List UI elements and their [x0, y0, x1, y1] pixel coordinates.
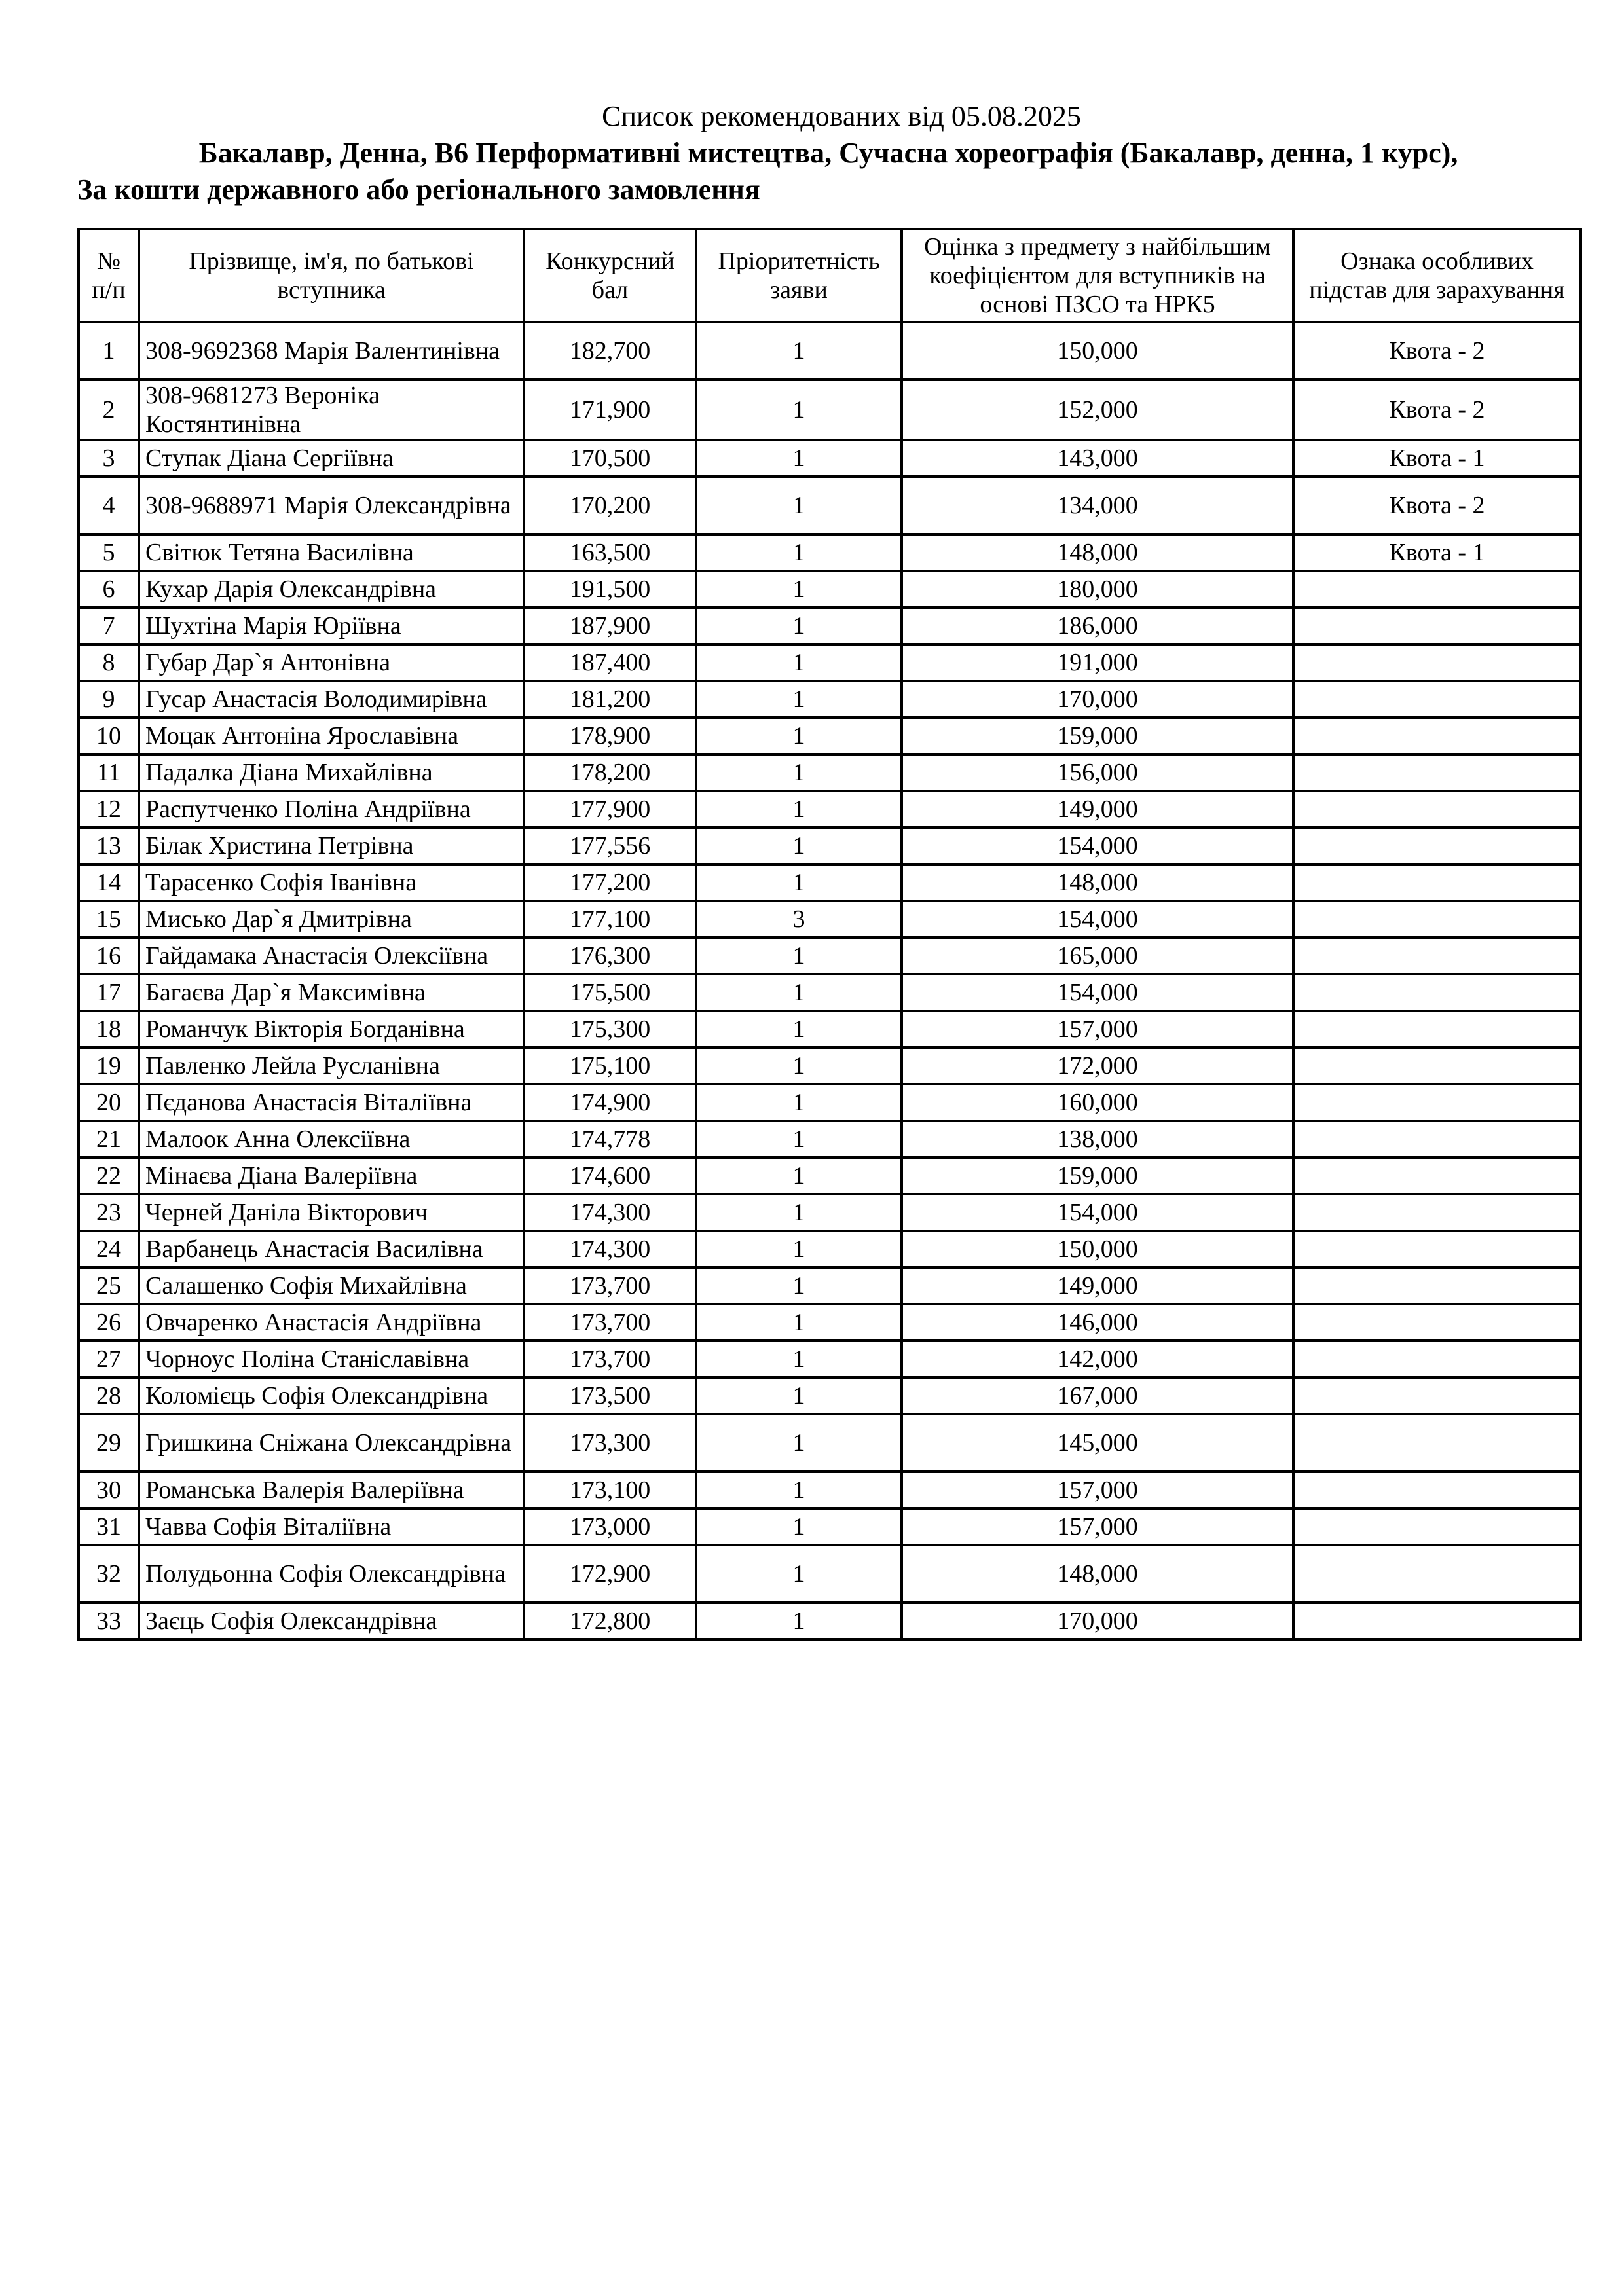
subject-score-cell: 154,000 [902, 828, 1293, 864]
row-number-cell: 4 [79, 477, 139, 534]
competitive-score-cell: 173,500 [524, 1377, 696, 1414]
subject-score-cell: 157,000 [902, 1472, 1293, 1508]
column-header-score: Конкурсний бал [524, 229, 696, 322]
application-priority-cell: 1 [696, 534, 902, 571]
row-number-cell: 15 [79, 901, 139, 938]
special-grounds-cell [1293, 1508, 1581, 1545]
application-priority-cell: 1 [696, 791, 902, 828]
applicant-name-cell: Коломієць Софія Олександрівна [139, 1377, 524, 1414]
special-grounds-cell [1293, 681, 1581, 718]
subject-score-cell: 150,000 [902, 1231, 1293, 1267]
subject-score-cell: 154,000 [902, 901, 1293, 938]
applicant-name-cell: Романчук Вікторія Богданівна [139, 1011, 524, 1048]
table-row [79, 1414, 1581, 1472]
special-grounds-cell [1293, 1377, 1581, 1414]
table-body [79, 322, 1581, 1639]
row-number-cell: 19 [79, 1048, 139, 1084]
table-row [79, 1267, 1581, 1304]
row-number-cell: 11 [79, 754, 139, 791]
competitive-score-cell: 171,900 [524, 380, 696, 440]
table-row [79, 644, 1581, 681]
application-priority-cell: 1 [696, 1508, 902, 1545]
applicant-name-cell: Гусар Анастасія Володимирівна [139, 681, 524, 718]
competitive-score-cell: 173,000 [524, 1508, 696, 1545]
table-row [79, 754, 1581, 791]
applicant-name-cell: Мисько Дар`я Дмитрівна [139, 901, 524, 938]
applicant-name-cell: Білак Христина Петрівна [139, 828, 524, 864]
subject-score-cell: 165,000 [902, 938, 1293, 974]
row-number-cell: 30 [79, 1472, 139, 1508]
row-number-cell: 13 [79, 828, 139, 864]
special-grounds-cell [1293, 864, 1581, 901]
row-number-cell: 23 [79, 1194, 139, 1231]
special-grounds-cell [1293, 1194, 1581, 1231]
applicant-name-cell: Тарасенко Софія Іванівна [139, 864, 524, 901]
row-number-cell: 27 [79, 1341, 139, 1377]
application-priority-cell: 1 [696, 754, 902, 791]
column-header-priority: Пріоритетність заяви [696, 229, 902, 322]
subject-score-cell: 143,000 [902, 440, 1293, 477]
table-row [79, 1157, 1581, 1194]
application-priority-cell: 1 [696, 1341, 902, 1377]
row-number-cell: 26 [79, 1304, 139, 1341]
subject-score-cell: 170,000 [902, 681, 1293, 718]
competitive-score-cell: 187,900 [524, 608, 696, 644]
program-title: Бакалавр, Денна, B6 Перформативні мистецтва, Сучасна хореографія (Бакалавр, денна, 1 курс), [198, 137, 1458, 169]
row-number-cell: 17 [79, 974, 139, 1011]
special-grounds-cell [1293, 1603, 1581, 1639]
competitive-score-cell: 187,400 [524, 644, 696, 681]
application-priority-cell: 1 [696, 1084, 902, 1121]
table-row [79, 974, 1581, 1011]
row-number-cell: 33 [79, 1603, 139, 1639]
competitive-score-cell: 173,300 [524, 1414, 696, 1472]
competitive-score-cell: 177,556 [524, 828, 696, 864]
table-row [79, 1508, 1581, 1545]
competitive-score-cell: 173,700 [524, 1341, 696, 1377]
row-number-cell: 25 [79, 1267, 139, 1304]
subject-score-cell: 149,000 [902, 791, 1293, 828]
row-number-cell: 6 [79, 571, 139, 608]
applicant-name-cell: 308-9692368 Марія Валентинівна [139, 322, 524, 380]
competitive-score-cell: 175,500 [524, 974, 696, 1011]
competitive-score-cell: 182,700 [524, 322, 696, 380]
applicant-name-cell: Павленко Лейла Русланівна [139, 1048, 524, 1084]
special-grounds-cell [1293, 608, 1581, 644]
column-header-subject-score: Оцінка з предмету з найбільшим коефіцієнтом для вступників на основі ПЗСО та НРК5 [902, 229, 1293, 322]
competitive-score-cell: 191,500 [524, 571, 696, 608]
table-row [79, 1304, 1581, 1341]
row-number-cell: 22 [79, 1157, 139, 1194]
special-grounds-cell [1293, 828, 1581, 864]
application-priority-cell: 1 [696, 1267, 902, 1304]
competitive-score-cell: 175,100 [524, 1048, 696, 1084]
subject-score-cell: 159,000 [902, 1157, 1293, 1194]
applicant-name-cell: Кухар Дарія Олександрівна [139, 571, 524, 608]
row-number-cell: 28 [79, 1377, 139, 1414]
application-priority-cell: 1 [696, 1121, 902, 1157]
special-grounds-cell [1293, 1304, 1581, 1341]
document-header [77, 98, 1579, 208]
table-row [79, 938, 1581, 974]
subject-score-cell: 170,000 [902, 1603, 1293, 1639]
application-priority-cell: 1 [696, 571, 902, 608]
row-number-cell: 2 [79, 380, 139, 440]
application-priority-cell: 1 [696, 380, 902, 440]
application-priority-cell: 1 [696, 1472, 902, 1508]
table-row [79, 1603, 1581, 1639]
application-priority-cell: 1 [696, 1603, 902, 1639]
subject-score-cell: 160,000 [902, 1084, 1293, 1121]
table-row [79, 864, 1581, 901]
competitive-score-cell: 163,500 [524, 534, 696, 571]
application-priority-cell: 1 [696, 1194, 902, 1231]
competitive-score-cell: 173,700 [524, 1267, 696, 1304]
applicant-name-cell: Світюк Тетяна Василівна [139, 534, 524, 571]
row-number-cell: 1 [79, 322, 139, 380]
subject-score-cell: 138,000 [902, 1121, 1293, 1157]
table-row [79, 1084, 1581, 1121]
subject-score-cell: 157,000 [902, 1011, 1293, 1048]
subject-score-cell: 146,000 [902, 1304, 1293, 1341]
application-priority-cell: 1 [696, 681, 902, 718]
table-row [79, 828, 1581, 864]
row-number-cell: 20 [79, 1084, 139, 1121]
list-title: Список рекомендованих від 05.08.2025 [602, 100, 1081, 132]
subject-score-cell: 167,000 [902, 1377, 1293, 1414]
application-priority-cell: 1 [696, 1414, 902, 1472]
subject-score-cell: 145,000 [902, 1414, 1293, 1472]
subject-score-cell: 159,000 [902, 718, 1293, 754]
row-number-cell: 12 [79, 791, 139, 828]
row-number-cell: 7 [79, 608, 139, 644]
subject-score-cell: 172,000 [902, 1048, 1293, 1084]
special-grounds-cell [1293, 791, 1581, 828]
competitive-score-cell: 172,900 [524, 1545, 696, 1603]
application-priority-cell: 1 [696, 864, 902, 901]
competitive-score-cell: 172,800 [524, 1603, 696, 1639]
row-number-cell: 14 [79, 864, 139, 901]
application-priority-cell: 1 [696, 938, 902, 974]
special-grounds-cell [1293, 1267, 1581, 1304]
row-number-cell: 18 [79, 1011, 139, 1048]
special-grounds-cell: Квота - 1 [1293, 534, 1581, 571]
competitive-score-cell: 174,900 [524, 1084, 696, 1121]
table-header-row [79, 229, 1581, 322]
subject-score-cell: 150,000 [902, 322, 1293, 380]
table-row [79, 440, 1581, 477]
table-row [79, 1194, 1581, 1231]
special-grounds-cell [1293, 1341, 1581, 1377]
table-row [79, 380, 1581, 440]
table-row [79, 1011, 1581, 1048]
subject-score-cell: 152,000 [902, 380, 1293, 440]
subject-score-cell: 191,000 [902, 644, 1293, 681]
subject-score-cell: 156,000 [902, 754, 1293, 791]
subject-score-cell: 180,000 [902, 571, 1293, 608]
competitive-score-cell: 177,100 [524, 901, 696, 938]
table-row [79, 534, 1581, 571]
competitive-score-cell: 181,200 [524, 681, 696, 718]
special-grounds-cell [1293, 1121, 1581, 1157]
applicant-name-cell: Ступак Діана Сергіївна [139, 440, 524, 477]
application-priority-cell: 1 [696, 1011, 902, 1048]
application-priority-cell: 1 [696, 974, 902, 1011]
special-grounds-cell [1293, 1472, 1581, 1508]
applicant-name-cell: Моцак Антоніна Ярославівна [139, 718, 524, 754]
row-number-cell: 31 [79, 1508, 139, 1545]
subject-score-cell: 154,000 [902, 1194, 1293, 1231]
applicant-name-cell: Овчаренко Анастасія Андріївна [139, 1304, 524, 1341]
applicant-name-cell: Гайдамака Анастасія Олексіївна [139, 938, 524, 974]
application-priority-cell: 1 [696, 1377, 902, 1414]
competitive-score-cell: 174,600 [524, 1157, 696, 1194]
row-number-cell: 9 [79, 681, 139, 718]
table-row [79, 718, 1581, 754]
application-priority-cell: 1 [696, 1304, 902, 1341]
special-grounds-cell: Квота - 1 [1293, 440, 1581, 477]
application-priority-cell: 1 [696, 1048, 902, 1084]
applicant-name-cell: Малоок Анна Олексіївна [139, 1121, 524, 1157]
competitive-score-cell: 170,500 [524, 440, 696, 477]
row-number-cell: 32 [79, 1545, 139, 1603]
subject-score-cell: 148,000 [902, 864, 1293, 901]
special-grounds-cell [1293, 1414, 1581, 1472]
competitive-score-cell: 174,300 [524, 1194, 696, 1231]
table-row [79, 901, 1581, 938]
competitive-score-cell: 177,200 [524, 864, 696, 901]
subject-score-cell: 148,000 [902, 1545, 1293, 1603]
special-grounds-cell [1293, 1545, 1581, 1603]
table-row [79, 1545, 1581, 1603]
special-grounds-cell [1293, 754, 1581, 791]
row-number-cell: 3 [79, 440, 139, 477]
competitive-score-cell: 174,778 [524, 1121, 696, 1157]
applicant-name-cell: 308-9681273 Вероніка Костянтинівна [139, 380, 524, 440]
competitive-score-cell: 176,300 [524, 938, 696, 974]
special-grounds-cell [1293, 938, 1581, 974]
application-priority-cell: 1 [696, 1157, 902, 1194]
competitive-score-cell: 173,100 [524, 1472, 696, 1508]
competitive-score-cell: 175,300 [524, 1011, 696, 1048]
application-priority-cell: 1 [696, 828, 902, 864]
applicant-name-cell: Мінаєва Діана Валеріївна [139, 1157, 524, 1194]
special-grounds-cell: Квота - 2 [1293, 380, 1581, 440]
funding-source: За кошти державного або регіонального замовлення [77, 173, 760, 206]
subject-score-cell: 157,000 [902, 1508, 1293, 1545]
special-grounds-cell [1293, 571, 1581, 608]
table-row [79, 1341, 1581, 1377]
special-grounds-cell [1293, 1084, 1581, 1121]
special-grounds-cell [1293, 1157, 1581, 1194]
application-priority-cell: 3 [696, 901, 902, 938]
row-number-cell: 5 [79, 534, 139, 571]
subject-score-cell: 149,000 [902, 1267, 1293, 1304]
table-row [79, 681, 1581, 718]
competitive-score-cell: 170,200 [524, 477, 696, 534]
application-priority-cell: 1 [696, 477, 902, 534]
table-row [79, 608, 1581, 644]
special-grounds-cell [1293, 901, 1581, 938]
applicant-name-cell: Чорноус Поліна Станіславівна [139, 1341, 524, 1377]
special-grounds-cell [1293, 1048, 1581, 1084]
row-number-cell: 29 [79, 1414, 139, 1472]
applicant-name-cell: Гришкина Сніжана Олександрівна [139, 1414, 524, 1472]
applicant-name-cell: Варбанець Анастасія Василівна [139, 1231, 524, 1267]
competitive-score-cell: 173,700 [524, 1304, 696, 1341]
applicant-name-cell: Губар Дар`я Антонівна [139, 644, 524, 681]
application-priority-cell: 1 [696, 608, 902, 644]
table-row [79, 322, 1581, 380]
competitive-score-cell: 177,900 [524, 791, 696, 828]
application-priority-cell: 1 [696, 322, 902, 380]
applicant-name-cell: Салашенко Софія Михайлівна [139, 1267, 524, 1304]
table-row [79, 477, 1581, 534]
applicant-name-cell: Чавва Софія Віталіївна [139, 1508, 524, 1545]
applicant-name-cell: Полудьонна Софія Олександрівна [139, 1545, 524, 1603]
table-row [79, 791, 1581, 828]
applicant-name-cell: Романська Валерія Валеріївна [139, 1472, 524, 1508]
applicant-name-cell: Багаєва Дар`я Максимівна [139, 974, 524, 1011]
application-priority-cell: 1 [696, 718, 902, 754]
applicant-name-cell: 308-9688971 Марія Олександрівна [139, 477, 524, 534]
subject-score-cell: 142,000 [902, 1341, 1293, 1377]
special-grounds-cell [1293, 1231, 1581, 1267]
row-number-cell: 16 [79, 938, 139, 974]
row-number-cell: 10 [79, 718, 139, 754]
row-number-cell: 21 [79, 1121, 139, 1157]
applicant-name-cell: Заєць Софія Олександрівна [139, 1603, 524, 1639]
special-grounds-cell [1293, 1011, 1581, 1048]
row-number-cell: 24 [79, 1231, 139, 1267]
column-header-num: № п/п [79, 229, 139, 322]
table-row [79, 1231, 1581, 1267]
applicant-name-cell: Распутченко Поліна Андріївна [139, 791, 524, 828]
column-header-name: Прізвище, ім'я, по батькові вступника [139, 229, 524, 322]
table-row [79, 1121, 1581, 1157]
table-row [79, 1377, 1581, 1414]
application-priority-cell: 1 [696, 644, 902, 681]
subject-score-cell: 154,000 [902, 974, 1293, 1011]
special-grounds-cell [1293, 974, 1581, 1011]
special-grounds-cell: Квота - 2 [1293, 322, 1581, 380]
application-priority-cell: 1 [696, 440, 902, 477]
competitive-score-cell: 178,200 [524, 754, 696, 791]
table-row [79, 571, 1581, 608]
table-row [79, 1472, 1581, 1508]
subject-score-cell: 134,000 [902, 477, 1293, 534]
subject-score-cell: 148,000 [902, 534, 1293, 571]
column-header-special: Ознака особливих підстав для зарахування [1293, 229, 1581, 322]
application-priority-cell: 1 [696, 1231, 902, 1267]
subject-score-cell: 186,000 [902, 608, 1293, 644]
applicant-name-cell: Пєданова Анастасія Віталіївна [139, 1084, 524, 1121]
application-priority-cell: 1 [696, 1545, 902, 1603]
table-row [79, 1048, 1581, 1084]
special-grounds-cell: Квота - 2 [1293, 477, 1581, 534]
special-grounds-cell [1293, 718, 1581, 754]
applicant-name-cell: Черней Даніла Вікторович [139, 1194, 524, 1231]
competitive-score-cell: 178,900 [524, 718, 696, 754]
applicant-name-cell: Падалка Діана Михайлівна [139, 754, 524, 791]
applicant-name-cell: Шухтіна Марія Юріївна [139, 608, 524, 644]
competitive-score-cell: 174,300 [524, 1231, 696, 1267]
row-number-cell: 8 [79, 644, 139, 681]
recommended-list-table [77, 228, 1582, 1641]
special-grounds-cell [1293, 644, 1581, 681]
